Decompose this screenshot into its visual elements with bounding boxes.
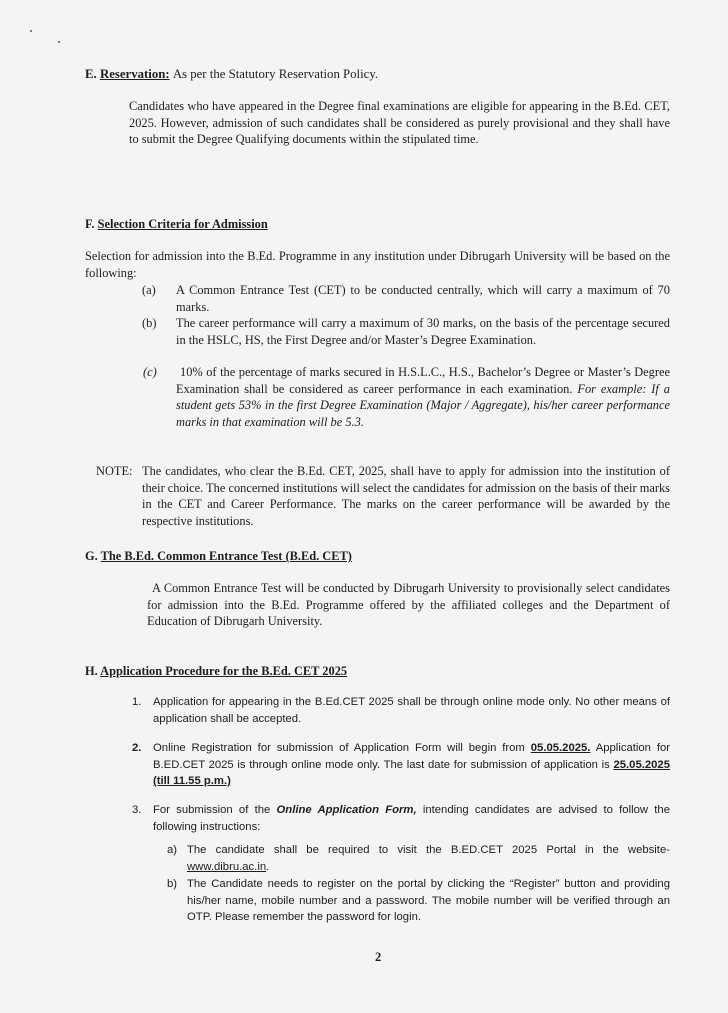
criteria-c-label: (c) <box>143 365 157 379</box>
section-f-intro: Selection for admission into the B.Ed. Programme in any institution under Dibrugarh University will be based on the following: <box>85 249 670 280</box>
scan-speck <box>30 30 32 32</box>
section-g-paragraph: A Common Entrance Test will be conducted by Dibrugarh University to provisionally select candidates for admission into the B.Ed. Programme offered by the affiliated colleges and the Department of Education of Dibrugarh University. <box>147 581 670 628</box>
step-3a-text: The candidate shall be required to visit the B.ED.CET 2025 Portal in the website-www.dibru.ac.in. <box>187 844 670 873</box>
criteria-a-text: A Common Entrance Test (CET) to be conducted centrally, which will carry a maximum of 70 marks. <box>176 283 670 314</box>
step-2-text: Online Registration for submission of Application Form will begin from 05.05.2025. Application for B.ED.CET 2025 is through online mode only. The last date for submission of application is 25.05.2025 (till 11.55 p.m.) <box>153 742 671 787</box>
section-g-heading: G. The B.Ed. Common Entrance Test (B.Ed. CET) <box>85 549 352 563</box>
criteria-c-text: 10% of the percentage of marks secured in H.S.L.C., H.S., Bachelor’s Degree or Master’s Degree Examination shall be considered as career performance in each examination. For example: If a student gets 53% in the first Degree Examination (Major / Aggregate), his/her career performance marks in that examination will be 5.3. <box>176 365 670 429</box>
section-e-heading: E. Reservation: As per the Statutory Reservation Policy. <box>85 67 379 81</box>
page-number: 2 <box>375 950 382 964</box>
criteria-b-text: The career performance will carry a maximum of 30 marks, on the basis of the percentage secured in the HSLC, HS, the First Degree and/or Master’s Degree Examination. <box>176 316 670 347</box>
website-link[interactable]: www.dibru.ac.in <box>187 860 267 873</box>
step-3-number: 3. <box>132 804 142 816</box>
registration-start-date: 05.05.2025. <box>530 742 591 754</box>
criteria-c-example: For example: If a student gets 53% in the first Degree Examination (Major / Aggregate), his/her career performance marks in that examination will be 5.3. <box>176 381 670 429</box>
criteria-a-label: (a) <box>142 283 156 297</box>
note-text: The candidates, who clear the B.Ed. CET, 2025, shall have to apply for admission into the institution of their choice. The concerned institutions will select the candidates for admission on the basis of their marks in the CET and Career Performance. The marks on the career performance will be awarded by the respective institutions. <box>142 464 670 528</box>
criteria-b-label: (b) <box>142 316 157 330</box>
registration-last-date: 25.05.2025 (till 11.55 p.m.) <box>153 758 670 787</box>
step-3b-text: The Candidate needs to register on the portal by clicking the “Register” button and providing his/her name, mobile number and a password. The mobile number will be verified through an OTP. Please remember the password for login. <box>187 878 670 923</box>
section-h-heading: H. Application Procedure for the B.Ed. CET 2025 <box>85 664 348 678</box>
step-3a-label: a) <box>167 844 178 856</box>
step-3b-label: b) <box>167 878 178 890</box>
note-label: NOTE: <box>96 464 133 478</box>
section-e-paragraph: Candidates who have appeared in the Degree final examinations are eligible for appearing in the B.Ed. CET, 2025. However, admission of such candidates shall be considered as purely provisional and they shall have to submit the Degree Qualifying documents within the stipulated time. <box>129 99 670 146</box>
scan-speck <box>58 41 60 43</box>
step-3-text: For submission of the Online Application Form, intending candidates are advised to follow the following instructions: <box>153 804 670 833</box>
step-1-number: 1. <box>132 696 142 708</box>
section-f-heading: F. Selection Criteria for Admission <box>85 217 268 231</box>
step-1-text: Application for appearing in the B.Ed.CET 2025 shall be through online mode only. No other means of application shall be accepted. <box>153 696 670 725</box>
step-2-number: 2. <box>132 742 142 754</box>
